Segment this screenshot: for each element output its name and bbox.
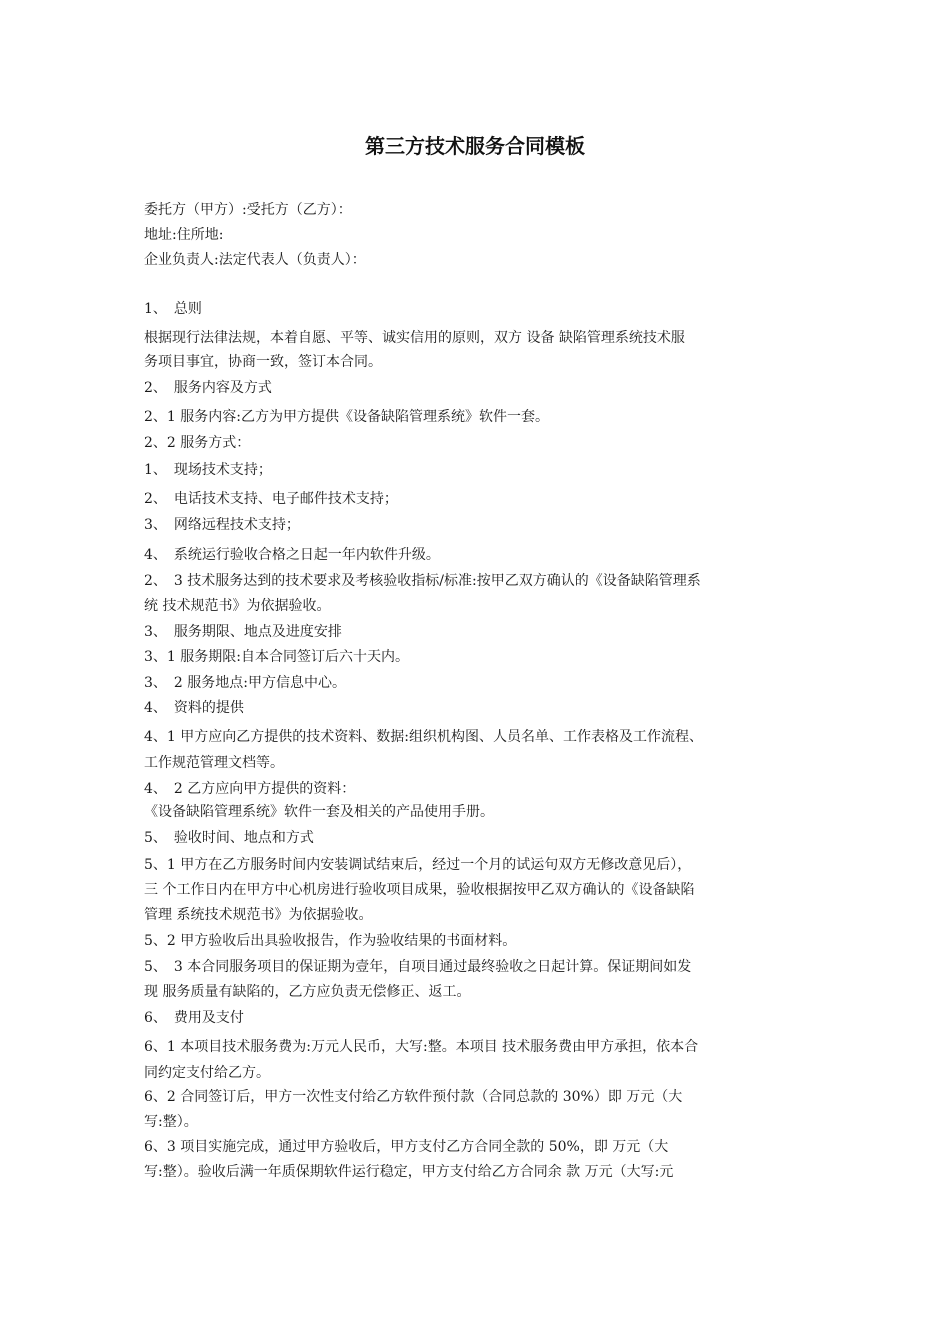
section-heading: 5、 验收时间、地点和方式 — [144, 830, 314, 846]
parties-line: 委托方（甲方）:受托方（乙方）： — [144, 202, 352, 218]
paragraph-line: 2、2 服务方式： — [144, 435, 251, 451]
paragraph-line: 务项目事宜，协商一致，签订本合同。 — [144, 354, 382, 370]
paragraph-line: 4、 2 乙方应向甲方提供的资料： — [144, 781, 356, 797]
list-item: 3、 网络远程技术支持； — [144, 517, 300, 533]
paragraph-line: 6、1 本项目技术服务费为:万元人民币，大写:整。本项目 技术服务费由甲方承担，依本合 — [144, 1039, 699, 1055]
paragraph-line: 同约定支付给乙方。 — [144, 1065, 270, 1081]
paragraph-line: 2、1 服务内容:乙方为甲方提供《设备缺陷管理系统》软件一套。 — [144, 409, 549, 425]
paragraph-line: 5、1 甲方在乙方服务时间内安装调试结束后，经过一个月的试运句双方无修改意见后）， — [144, 857, 692, 873]
list-item: 1、 现场技术支持； — [144, 462, 272, 478]
paragraph-line: 2、 3 技术服务达到的技术要求及考核验收指标/标准:按甲乙双方确认的《设备缺陷管理系 — [144, 573, 701, 589]
paragraph-line: 现 服务质量有缺陷的，乙方应负责无偿修正、返工。 — [144, 984, 471, 1000]
paragraph-line: 6、2 合同签订后，甲方一次性支付给乙方软件预付款（合同总款的 30%）即 万元（大 — [144, 1089, 683, 1105]
paragraph-line: 5、 3 本合同服务项目的保证期为壹年，自项目通过最终验收之日起计算。保证期间如发 — [144, 959, 692, 975]
paragraph-line: 工作规范管理文档等。 — [144, 755, 284, 771]
paragraph-line: 3、1 服务期限:自本合同签订后六十天内。 — [144, 649, 409, 665]
paragraph-line: 统 技术规范书》为依据验收。 — [144, 598, 331, 614]
paragraph-line: 管理 系统技术规范书》为依据验收。 — [144, 907, 373, 923]
section-heading: 6、 费用及支付 — [144, 1010, 244, 1026]
document-title: 第三方技术服务合同模板 — [365, 134, 585, 158]
paragraph-line: 5、2 甲方验收后出具验收报告，作为验收结果的书面材料。 — [144, 933, 517, 949]
section-heading: 4、 资料的提供 — [144, 700, 244, 716]
paragraph-line: 三 个工作日内在甲方中心机房进行验收项目成果，验收根据按甲乙双方确认的《设备缺陷 — [144, 882, 695, 898]
paragraph-line: 写:整）。 — [144, 1114, 198, 1130]
list-item: 4、 系统运行验收合格之日起一年内软件升级。 — [144, 547, 440, 563]
paragraph-line: 4、1 甲方应向乙方提供的技术资料、数据:组织机构图、人员名单、工作表格及工作流程、 — [144, 729, 703, 745]
paragraph-line: 根据现行法律法规，本着自愿、平等、诚实信用的原则，双方 设备 缺陷管理系统技术服 — [144, 330, 685, 346]
representative-line: 企业负责人:法定代表人（负责人）： — [144, 252, 366, 268]
paragraph-line: 写:整）。验收后满一年质保期软件运行稳定，甲方支付给乙方合同余 款 万元（大写:元 — [144, 1164, 674, 1180]
section-heading: 1、 总则 — [144, 301, 202, 317]
section-heading: 3、 服务期限、地点及进度安排 — [144, 624, 342, 640]
paragraph-line: 3、 2 服务地点:甲方信息中心。 — [144, 675, 346, 691]
list-item: 2、 电话技术支持、电子邮件技术支持； — [144, 491, 398, 507]
paragraph-line: 6、3 项目实施完成，通过甲方验收后，甲方支付乙方合同全款的 50%，即 万元（大 — [144, 1139, 669, 1155]
paragraph-line: 《设备缺陷管理系统》软件一套及相关的产品使用手册。 — [144, 804, 494, 820]
address-line: 地址:住所地: — [144, 227, 224, 243]
section-heading: 2、 服务内容及方式 — [144, 380, 272, 396]
